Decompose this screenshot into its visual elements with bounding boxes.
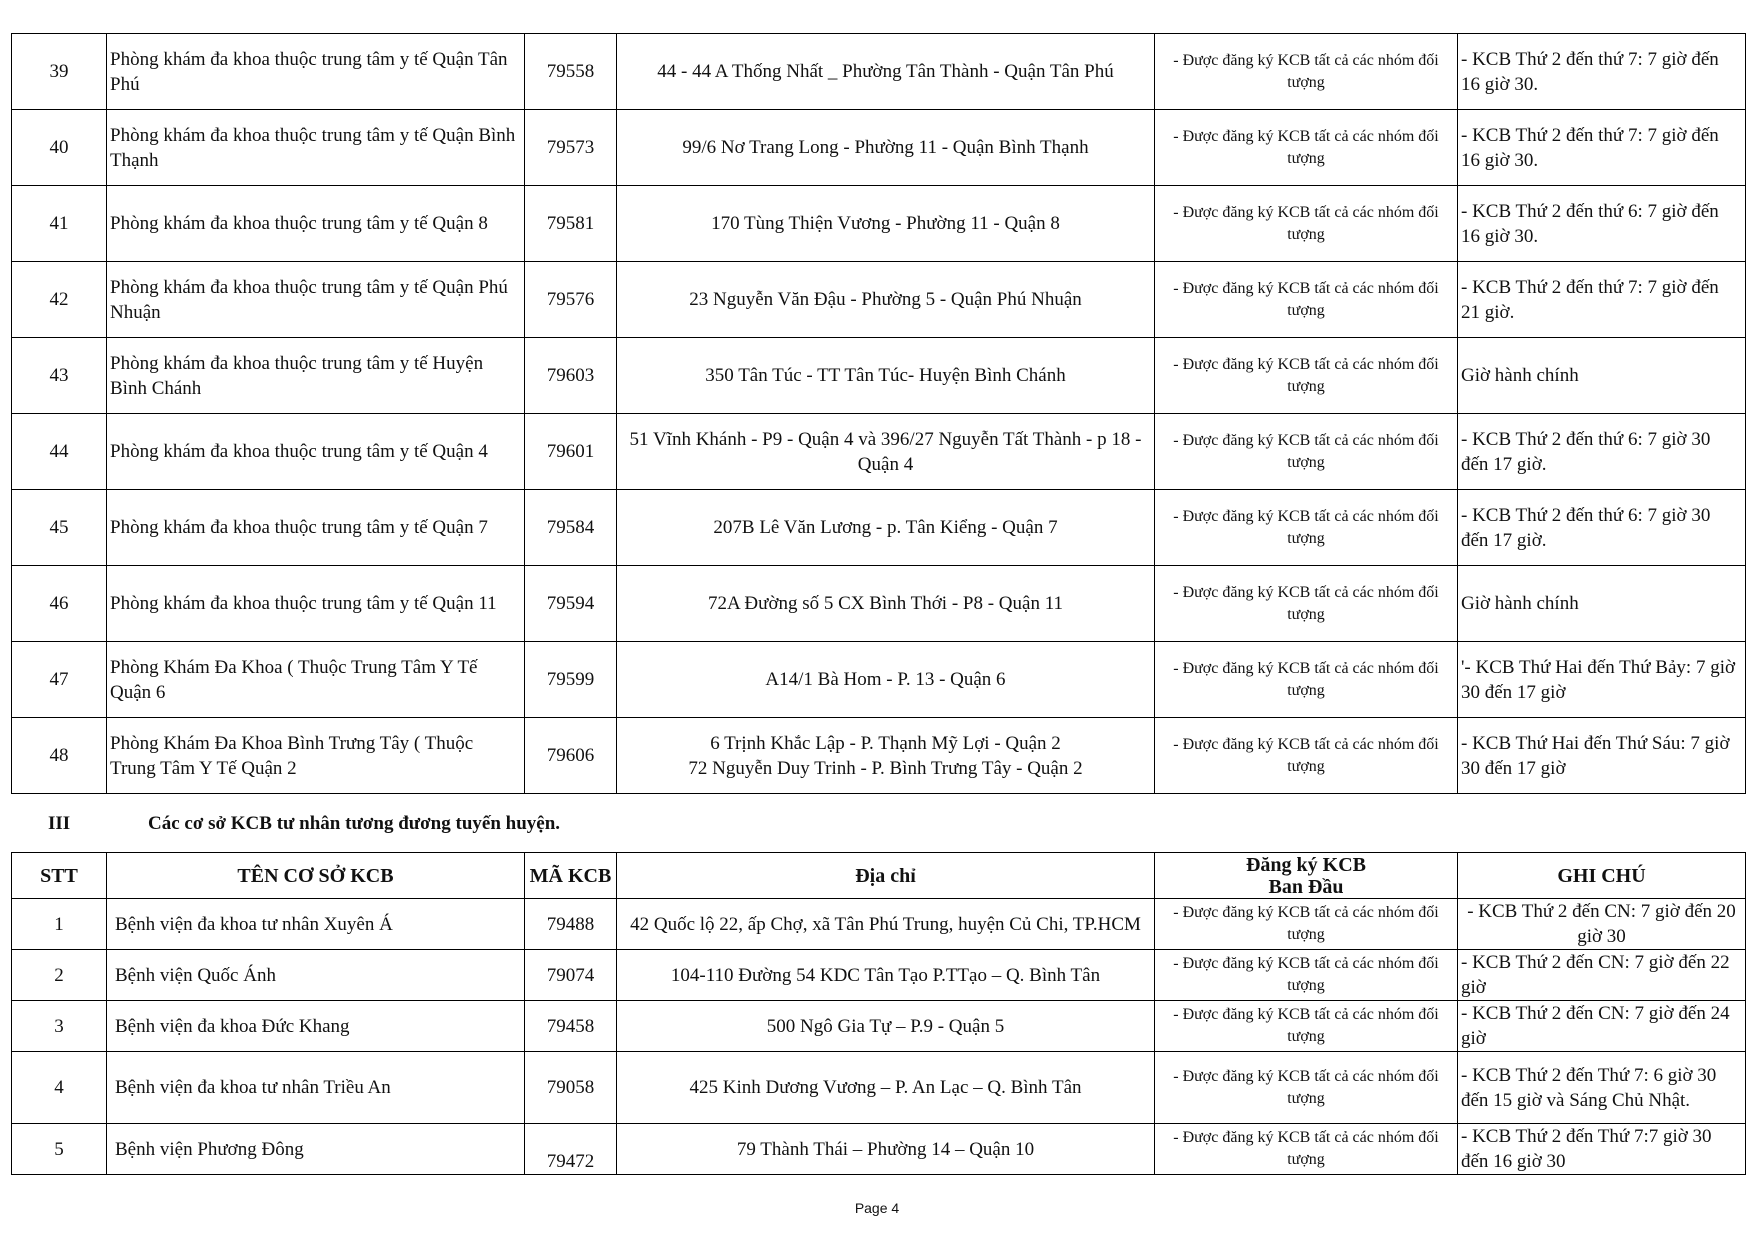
table-row (12, 1052, 1746, 1124)
table-row (12, 950, 1746, 1001)
facility-code: 79584 (525, 490, 617, 566)
table-row (12, 566, 1746, 642)
table-row (12, 338, 1746, 414)
header-registration-line1: Đăng ký KCB (1245, 853, 1367, 876)
facility-code: 79074 (525, 950, 617, 1001)
registration-info: - Được đăng ký KCB tất cả các nhóm đối tượng (1155, 899, 1458, 950)
registration-info: - Được đăng ký KCB tất cả các nhóm đối tượng (1155, 950, 1458, 1001)
facility-address: A14/1 Bà Hom - P. 13 - Quận 6 (617, 642, 1155, 718)
header-address: Địa chỉ (617, 853, 1155, 899)
facility-name: Phòng khám đa khoa thuộc trung tâm y tế Quận 8 (107, 186, 525, 262)
facility-address: 72A Đường số 5 CX Bình Thới - P8 - Quận 11 (617, 566, 1155, 642)
header-code: MÃ KCB (525, 853, 617, 899)
table-row (12, 718, 1746, 794)
facility-code: 79594 (525, 566, 617, 642)
facility-code: 79488 (525, 899, 617, 950)
section-title: Các cơ sở KCB tư nhân tương đương tuyến huyện. (148, 813, 561, 834)
facility-name: Bệnh viện đa khoa tư nhân Xuyên Á (107, 899, 525, 950)
registration-info: - Được đăng ký KCB tất cả các nhóm đối tượng (1155, 110, 1458, 186)
table-row (12, 110, 1746, 186)
facility-code: 79472 (525, 1124, 617, 1175)
facility-code: 79458 (525, 1001, 617, 1052)
section-number: III (48, 813, 71, 834)
row-stt: 48 (12, 718, 107, 794)
schedule-note: - KCB Thứ 2 đến thứ 7: 7 giờ đến 21 giờ. (1458, 262, 1746, 338)
row-stt: 47 (12, 642, 107, 718)
header-registration (1155, 853, 1458, 899)
facility-name: Phòng khám đa khoa thuộc trung tâm y tế Quận Bình Thạnh (107, 110, 525, 186)
facility-address: 51 Vĩnh Khánh - P9 - Quận 4 và 396/27 Nguyễn Tất Thành - p 18 - Quận 4 (617, 414, 1155, 490)
schedule-note: - KCB Thứ 2 đến CN: 7 giờ đến 24 giờ (1458, 1001, 1746, 1052)
header-note: GHI CHÚ (1458, 853, 1746, 899)
table-row (12, 490, 1746, 566)
address-line: 6 Trịnh Khắc Lập - P. Thạnh Mỹ Lợi - Quận 2 (710, 732, 1061, 754)
facility-name: Bệnh viện đa khoa tư nhân Triều An (107, 1052, 525, 1124)
table-row (12, 1001, 1746, 1052)
address-line: 72 Nguyễn Duy Trinh - P. Bình Trưng Tây - Quận 2 (688, 757, 1083, 779)
schedule-note: '- KCB Thứ Hai đến Thứ Bảy: 7 giờ 30 đến 17 giờ (1458, 642, 1746, 718)
schedule-note: Giờ hành chính (1458, 338, 1746, 414)
page-number: Page 4 (854, 1200, 900, 1216)
facility-code: 79599 (525, 642, 617, 718)
facility-address: 104-110 Đường 54 KDC Tân Tạo P.TTạo – Q. Bình Tân (617, 950, 1155, 1001)
schedule-note: - KCB Thứ 2 đến thứ 6: 7 giờ 30 đến 17 giờ. (1458, 414, 1746, 490)
row-stt: 41 (12, 186, 107, 262)
private-facilities-table (11, 852, 1746, 1175)
schedule-note: - KCB Thứ 2 đến CN: 7 giờ đến 20 giờ 30 (1458, 899, 1746, 950)
header-stt: STT (12, 853, 107, 899)
facility-address: 425 Kinh Dương Vương – P. An Lạc – Q. Bình Tân (617, 1052, 1155, 1124)
schedule-note: - KCB Thứ 2 đến thứ 6: 7 giờ 30 đến 17 giờ. (1458, 490, 1746, 566)
row-stt: 40 (12, 110, 107, 186)
registration-info: - Được đăng ký KCB tất cả các nhóm đối tượng (1155, 1052, 1458, 1124)
header-name: TÊN CƠ SỞ KCB (107, 853, 525, 899)
row-stt: 46 (12, 566, 107, 642)
table-row (12, 34, 1746, 110)
facility-address: 23 Nguyễn Văn Đậu - Phường 5 - Quận Phú Nhuận (617, 262, 1155, 338)
row-stt: 2 (12, 950, 107, 1001)
clinic-table-continued (11, 33, 1746, 794)
facility-address: 207B Lê Văn Lương - p. Tân Kiểng - Quận 7 (617, 490, 1155, 566)
facility-name: Bệnh viện đa khoa Đức Khang (107, 1001, 525, 1052)
registration-info: - Được đăng ký KCB tất cả các nhóm đối tượng (1155, 490, 1458, 566)
row-stt: 42 (12, 262, 107, 338)
table-row (12, 642, 1746, 718)
facility-address: 500 Ngô Gia Tự – P.9 - Quận 5 (617, 1001, 1155, 1052)
row-stt: 45 (12, 490, 107, 566)
registration-info: - Được đăng ký KCB tất cả các nhóm đối tượng (1155, 262, 1458, 338)
facility-code: 79576 (525, 262, 617, 338)
facility-name: Phòng khám đa khoa thuộc trung tâm y tế Quận 4 (107, 414, 525, 490)
facility-code: 79601 (525, 414, 617, 490)
schedule-note: Giờ hành chính (1458, 566, 1746, 642)
facility-address: 42 Quốc lộ 22, ấp Chợ, xã Tân Phú Trung, huyện Củ Chi, TP.HCM (617, 899, 1155, 950)
row-stt: 4 (12, 1052, 107, 1124)
registration-info: - Được đăng ký KCB tất cả các nhóm đối tượng (1155, 34, 1458, 110)
row-stt: 44 (12, 414, 107, 490)
facility-code: 79603 (525, 338, 617, 414)
schedule-note: - KCB Thứ 2 đến Thứ 7: 6 giờ 30 đến 15 giờ và Sáng Chủ Nhật. (1458, 1052, 1746, 1124)
facility-code: 79573 (525, 110, 617, 186)
table-row (12, 414, 1746, 490)
schedule-note: - KCB Thứ 2 đến Thứ 7:7 giờ 30 đến 16 giờ 30 (1458, 1124, 1746, 1175)
facility-address: 350 Tân Túc - TT Tân Túc- Huyện Bình Chánh (617, 338, 1155, 414)
row-stt: 5 (12, 1124, 107, 1175)
registration-info: - Được đăng ký KCB tất cả các nhóm đối tượng (1155, 566, 1458, 642)
facility-name: Phòng khám đa khoa thuộc trung tâm y tế Quận Tân Phú (107, 34, 525, 110)
table-row (12, 1124, 1746, 1175)
table-row (12, 186, 1746, 262)
facility-address: 99/6 Nơ Trang Long - Phường 11 - Quận Bình Thạnh (617, 110, 1155, 186)
facility-name: Bệnh viện Quốc Ánh (107, 950, 525, 1001)
facility-name: Phòng Khám Đa Khoa ( Thuộc Trung Tâm Y Tế Quận 6 (107, 642, 525, 718)
table-row (12, 899, 1746, 950)
schedule-note: - KCB Thứ 2 đến thứ 7: 7 giờ đến 16 giờ 30. (1458, 110, 1746, 186)
facility-code: 79581 (525, 186, 617, 262)
registration-info: - Được đăng ký KCB tất cả các nhóm đối tượng (1155, 1001, 1458, 1052)
table-header-row (12, 853, 1746, 899)
facility-code: 79606 (525, 718, 617, 794)
header-registration-line2: Ban Đầu (1268, 875, 1344, 898)
facility-address: 170 Tùng Thiện Vương - Phường 11 - Quận 8 (617, 186, 1155, 262)
facility-address: 79 Thành Thái – Phường 14 – Quận 10 (617, 1124, 1155, 1175)
row-stt: 3 (12, 1001, 107, 1052)
facility-address (617, 718, 1155, 794)
registration-info: - Được đăng ký KCB tất cả các nhóm đối tượng (1155, 186, 1458, 262)
row-stt: 1 (12, 899, 107, 950)
registration-info: - Được đăng ký KCB tất cả các nhóm đối tượng (1155, 718, 1458, 794)
row-stt: 39 (12, 34, 107, 110)
facility-name: Phòng khám đa khoa thuộc trung tâm y tế Quận Phú Nhuận (107, 262, 525, 338)
facility-address: 44 - 44 A Thống Nhất _ Phường Tân Thành - Quận Tân Phú (617, 34, 1155, 110)
row-stt: 43 (12, 338, 107, 414)
facility-name: Bệnh viện Phương Đông (107, 1124, 525, 1175)
schedule-note: - KCB Thứ 2 đến CN: 7 giờ đến 22 giờ (1458, 950, 1746, 1001)
registration-info: - Được đăng ký KCB tất cả các nhóm đối tượng (1155, 414, 1458, 490)
facility-name: Phòng khám đa khoa thuộc trung tâm y tế Huyện Bình Chánh (107, 338, 525, 414)
facility-name: Phòng khám đa khoa thuộc trung tâm y tế Quận 7 (107, 490, 525, 566)
registration-info: - Được đăng ký KCB tất cả các nhóm đối tượng (1155, 1124, 1458, 1175)
schedule-note: - KCB Thứ 2 đến thứ 7: 7 giờ đến 16 giờ 30. (1458, 34, 1746, 110)
facility-code: 79558 (525, 34, 617, 110)
table-row (12, 262, 1746, 338)
facility-code: 79058 (525, 1052, 617, 1124)
registration-info: - Được đăng ký KCB tất cả các nhóm đối tượng (1155, 642, 1458, 718)
registration-info: - Được đăng ký KCB tất cả các nhóm đối tượng (1155, 338, 1458, 414)
facility-name: Phòng Khám Đa Khoa Bình Trưng Tây ( Thuộc Trung Tâm Y Tế Quận 2 (107, 718, 525, 794)
facility-name: Phòng khám đa khoa thuộc trung tâm y tế Quận 11 (107, 566, 525, 642)
schedule-note: - KCB Thứ 2 đến thứ 6: 7 giờ đến 16 giờ 30. (1458, 186, 1746, 262)
schedule-note: - KCB Thứ Hai đến Thứ Sáu: 7 giờ 30 đến 17 giờ (1458, 718, 1746, 794)
